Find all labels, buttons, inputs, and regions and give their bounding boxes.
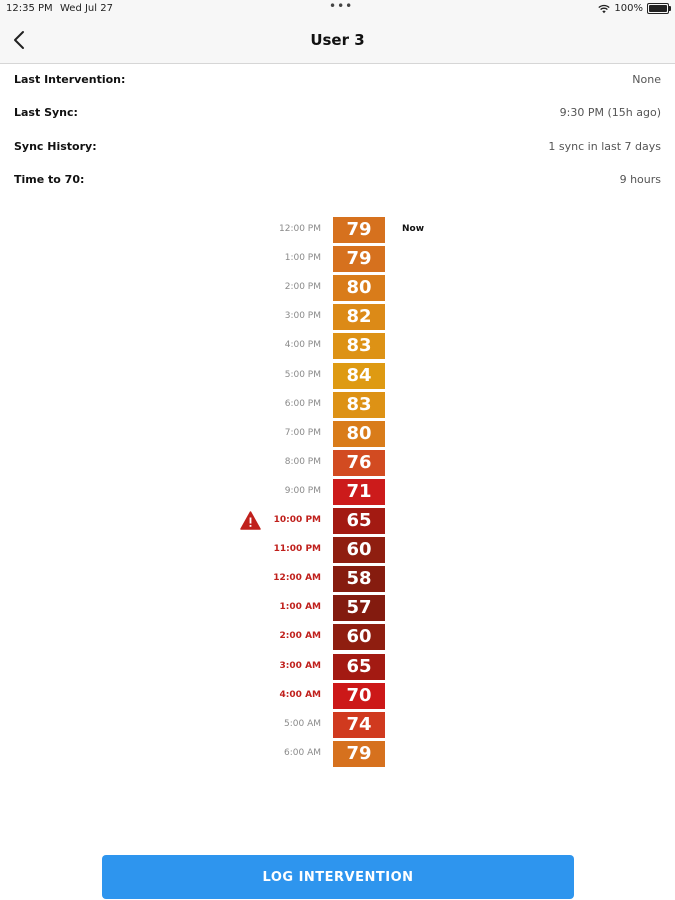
timeline-row	[0, 304, 675, 331]
timeline-value: 84	[333, 363, 385, 389]
timeline-time: 3:00 PM	[284, 311, 321, 322]
timeline-row	[0, 712, 675, 739]
info-value: 1 sync in last 7 days	[548, 140, 661, 153]
timeline-value: 83	[333, 392, 385, 418]
timeline-value: 79	[333, 246, 385, 272]
timeline-row	[0, 363, 675, 390]
timeline-row	[0, 624, 675, 651]
info-label: Last Sync:	[14, 106, 78, 119]
timeline-value: 71	[333, 479, 385, 505]
timeline-value: 70	[333, 683, 385, 709]
timeline-value: 65	[333, 508, 385, 534]
timeline-row	[0, 508, 675, 535]
timeline-row	[0, 595, 675, 622]
status-indicators	[598, 3, 669, 14]
timeline-row	[0, 479, 675, 506]
timeline-time: 1:00 AM	[279, 602, 321, 613]
info-value: None	[632, 73, 661, 86]
timeline-row	[0, 333, 675, 360]
page-title: User 3	[310, 31, 365, 49]
timeline-time: 8:00 PM	[284, 456, 321, 467]
warning-icon	[240, 511, 261, 530]
timeline-value: 79	[333, 217, 385, 243]
wifi-icon	[598, 4, 610, 14]
timeline-row	[0, 654, 675, 681]
info-row-sync-history	[14, 137, 661, 157]
timeline-value: 60	[333, 537, 385, 563]
timeline-time: 10:00 PM	[273, 515, 321, 525]
status-time: 12:35 PM	[6, 3, 53, 14]
timeline-row	[0, 217, 675, 244]
timeline-time: 12:00 AM	[273, 573, 321, 584]
timeline-value: 60	[333, 624, 385, 650]
timeline-row	[0, 741, 675, 768]
timeline-time: 4:00 PM	[284, 340, 321, 351]
timeline-time: 1:00 PM	[284, 253, 321, 264]
info-row-last-intervention	[14, 70, 661, 90]
timeline-time: 5:00 PM	[284, 369, 321, 380]
timeline-row	[0, 421, 675, 448]
timeline-row	[0, 566, 675, 593]
timeline-value: 80	[333, 275, 385, 301]
info-value: 9 hours	[619, 173, 661, 186]
info-label: Sync History:	[14, 140, 97, 153]
info-label: Last Intervention:	[14, 73, 126, 86]
timeline-row	[0, 246, 675, 273]
battery-percent: 100%	[614, 3, 643, 14]
timeline-value: 65	[333, 654, 385, 680]
timeline-time: 12:00 PM	[279, 224, 321, 234]
info-row-time-to-70	[14, 170, 661, 190]
timeline-time: 6:00 AM	[284, 747, 321, 758]
multitasking-dots[interactable]: •••	[329, 0, 354, 13]
timeline-time: 11:00 PM	[273, 544, 321, 555]
timeline-time: 5:00 AM	[284, 718, 321, 729]
timeline-time: 9:00 PM	[284, 485, 321, 496]
timeline-row	[0, 450, 675, 477]
log-intervention-button[interactable]: LOG INTERVENTION	[102, 855, 574, 899]
timeline-value: 58	[333, 566, 385, 592]
timeline-row	[0, 537, 675, 564]
timeline-time: 4:00 AM	[279, 689, 321, 700]
timeline-row	[0, 683, 675, 710]
timeline-value: 76	[333, 450, 385, 476]
timeline-row	[0, 275, 675, 302]
timeline-value: 82	[333, 304, 385, 330]
timeline-time: 2:00 AM	[279, 631, 321, 642]
timeline-value: 83	[333, 333, 385, 359]
timeline-time: 7:00 PM	[284, 427, 321, 438]
timeline-value: 79	[333, 741, 385, 767]
now-label: Now	[402, 224, 425, 234]
timeline-value: 80	[333, 421, 385, 447]
status-bar	[0, 0, 675, 18]
battery-icon	[647, 3, 669, 14]
info-row-last-sync	[14, 103, 661, 123]
info-value: 9:30 PM (15h ago)	[559, 106, 661, 119]
timeline-time: 3:00 AM	[279, 660, 321, 671]
timeline-time: 6:00 PM	[284, 398, 321, 409]
timeline-time: 2:00 PM	[284, 282, 321, 293]
info-label: Time to 70:	[14, 173, 85, 186]
navigation-bar	[0, 18, 675, 64]
timeline-value: 57	[333, 595, 385, 621]
timeline-row	[0, 392, 675, 419]
status-date: Wed Jul 27	[60, 3, 113, 14]
timeline-value: 74	[333, 712, 385, 738]
